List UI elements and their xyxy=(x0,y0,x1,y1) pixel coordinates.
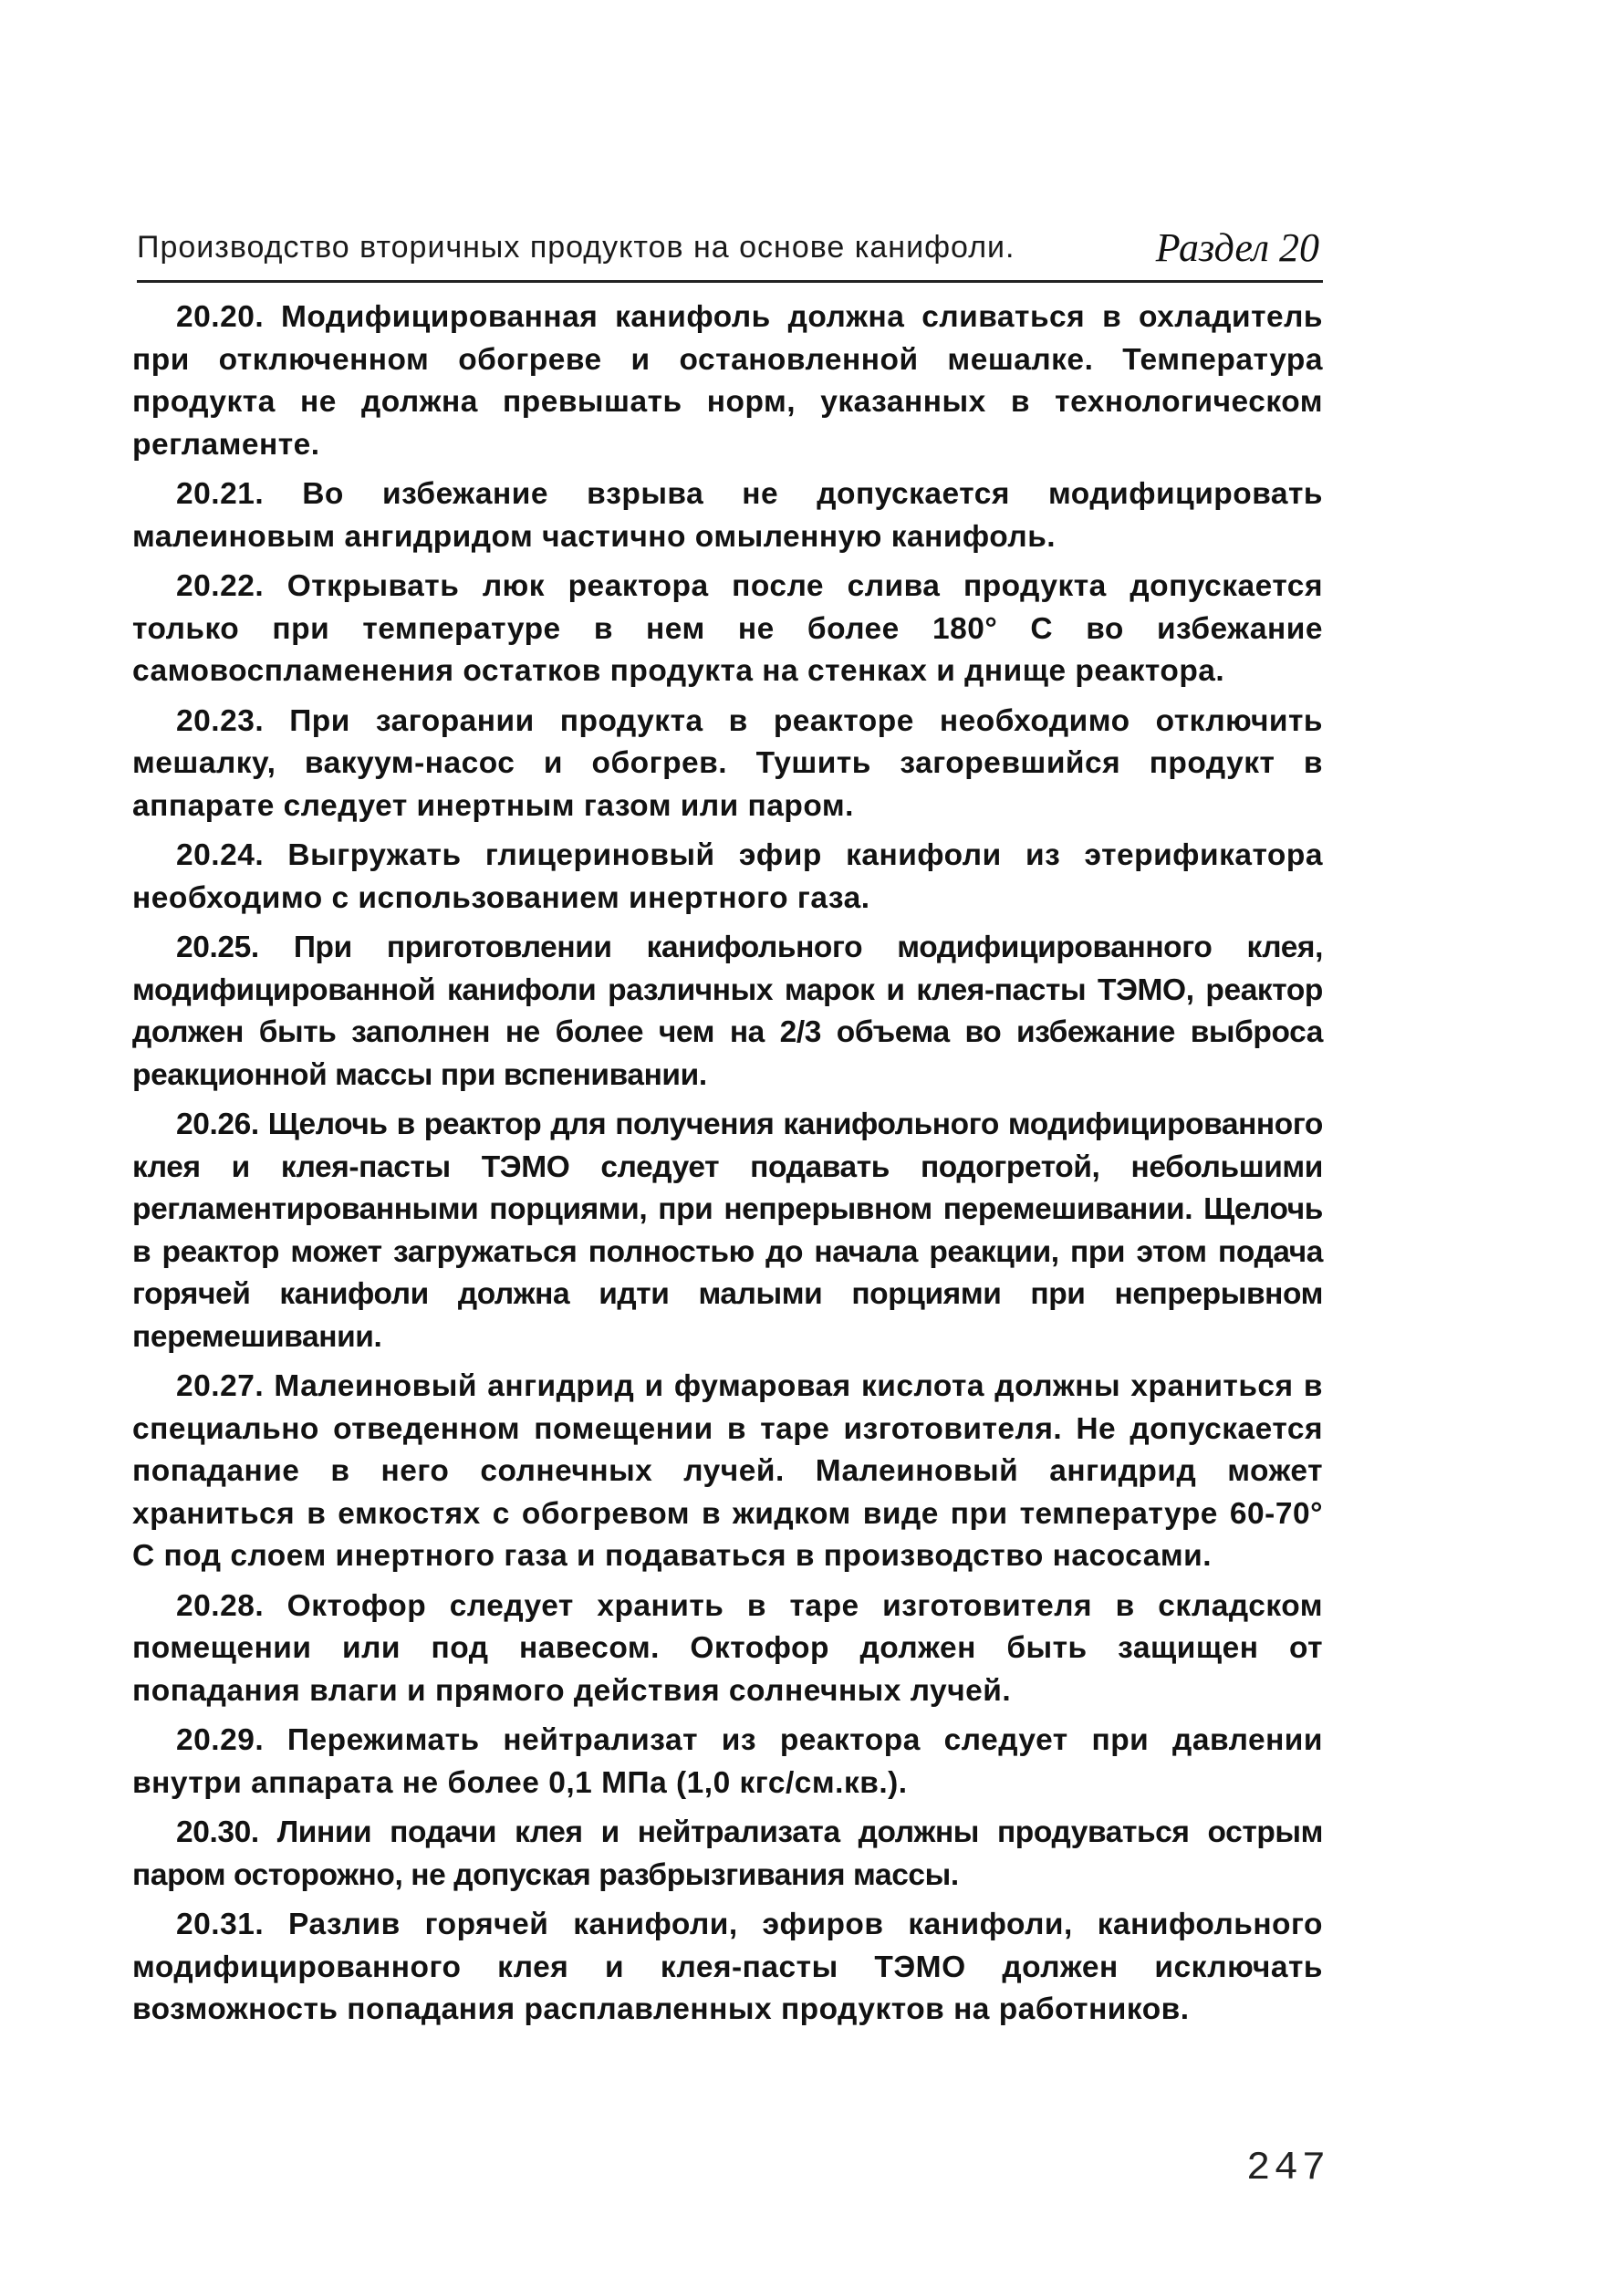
paragraph-20-20: 20.20. Модифицированная канифоль должна сливаться в охладитель при отключенном обогреве и остановленной мешалке. Температура продукта не должна превышать норм, указанных в технологическом регламенте. xyxy=(132,300,1323,462)
page-number: 247 xyxy=(1246,2146,1330,2191)
paragraph-20-25: 20.25. При приготовлении канифольного модифицированного клея, модифицированной канифоли различных марок и клея-пасты ТЭМО, реактор должен быть заполнен не более чем на 2/3 объема во избежание выброса реакционной массы при вспенивании. xyxy=(132,931,1323,1092)
paragraph-20-21: 20.21. Во избежание взрыва не допускается модифицировать малеиновым ангидридом частично омыленную канифоль. xyxy=(132,477,1323,554)
paragraph-20-22: 20.22. Открывать люк реактора после слива продукта допускается только при температуре в нем не более 180° С во избежание самовоспламенения остатков продукта на стенках и днище реактора. xyxy=(132,569,1323,688)
paragraph-20-30: 20.30. Линии подачи клея и нейтрализата должны продуваться острым паром осторожно, не допуская разбрызгивания массы. xyxy=(132,1815,1323,1892)
paragraph-20-27: 20.27. Малеиновый ангидрид и фумаровая кислота должны храниться в специально отведенном помещении в таре изготовителя. Не допускается попадание в него солнечных лучей. Малеиновый ангидрид может храниться в емкостях с обогревом в жидком виде при температуре 60-70° С под слоем инертного газа и подаваться в производство насосами. xyxy=(132,1369,1323,1573)
running-header xyxy=(137,225,1323,283)
paragraph-20-24: 20.24. Выгружать глицериновый эфир канифоли из этерификатора необходимо с использованием инертного газа. xyxy=(132,838,1323,915)
body-text xyxy=(132,296,1323,2039)
paragraph-20-29: 20.29. Пережимать нейтрализат из реактора следует при давлении внутри аппарата не более 0,1 МПа (1,0 кгс/см.кв.). xyxy=(132,1723,1323,1800)
paragraph-20-23: 20.23. При загорании продукта в реакторе необходимо отключить мешалку, вакуум-насос и обогрев. Тушить загоревшийся продукт в аппарате следует инертным газом или паром. xyxy=(132,703,1323,823)
paragraph-20-28: 20.28. Октофор следует хранить в таре изготовителя в складском помещении или под навесом. Октофор должен быть защищен от попадания влаги и прямого действия солнечных лучей. xyxy=(132,1588,1323,1708)
header-section-label: Раздел 20 xyxy=(1155,225,1319,270)
paragraph-20-31: 20.31. Разлив горячей канифоли, эфиров канифоли, канифольного модифицированного клея и клея-пасты ТЭМО должен исключать возможность попадания расплавленных продуктов на работников. xyxy=(132,1908,1323,2026)
paragraph-20-26: 20.26. Щелочь в реактор для получения канифольного модифицированного клея и клея-пасты ТЭМО следует подавать подогретой, небольшими регламентированными порциями, при непрерывном перемешивании. Щелочь в реактор может загружаться полностью до начала реакции, при этом подача горячей канифоли должна идти малыми порциями при непрерывном перемешивании. xyxy=(132,1108,1323,1354)
header-title: Производство вторичных продуктов на основе канифоли. xyxy=(137,230,1015,265)
